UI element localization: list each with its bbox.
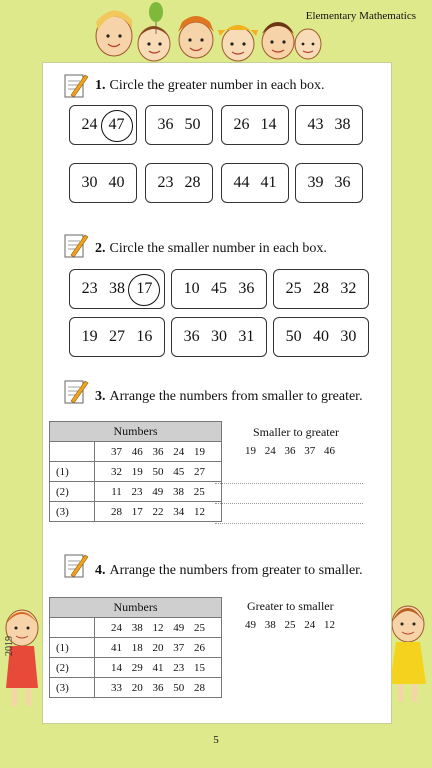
q1-number[interactable]: 38 — [334, 116, 351, 133]
q2-box — [171, 317, 267, 357]
row-values: 11 23 49 38 25 — [95, 482, 222, 502]
q2-number[interactable]: 36 — [183, 328, 200, 345]
q1-number[interactable]: 50 — [184, 116, 201, 133]
kids-illustration — [92, 0, 322, 66]
table-row — [50, 462, 222, 482]
table-row — [50, 618, 222, 638]
q1-number[interactable]: 36 — [334, 174, 351, 191]
row-values: 14 29 41 23 15 — [95, 658, 222, 678]
q1-number[interactable]: 26 — [233, 116, 250, 133]
q1-number[interactable]: 41 — [260, 174, 277, 191]
q1-box — [295, 105, 363, 145]
q1-number-circled[interactable]: 47 — [108, 116, 125, 133]
question-1-text: Circle the greater number in each box. — [109, 78, 325, 93]
question-3-text: Arrange the numbers from smaller to greater. — [109, 389, 363, 404]
row-values: 24 38 12 49 25 — [95, 618, 222, 638]
q2-number[interactable]: 19 — [81, 328, 98, 345]
answer-example: 49 38 25 24 12 — [245, 619, 335, 631]
q2-number[interactable]: 40 — [312, 328, 329, 345]
q2-box — [171, 269, 267, 309]
book-title: Elementary Mathematics — [305, 10, 416, 22]
table-header: Numbers — [50, 422, 222, 442]
answer-line[interactable] — [215, 523, 363, 524]
q2-number[interactable]: 28 — [312, 280, 329, 297]
q2-number[interactable]: 30 — [340, 328, 357, 345]
q1-number[interactable]: 40 — [108, 174, 125, 191]
row-label: (2) — [50, 658, 95, 678]
row-values: 28 17 22 34 12 — [95, 502, 222, 522]
row-label — [50, 618, 95, 638]
row-label — [50, 442, 95, 462]
table-row — [50, 482, 222, 502]
q2-number[interactable]: 38 — [108, 280, 125, 297]
answer-line[interactable] — [215, 503, 363, 504]
q2-number[interactable]: 32 — [340, 280, 357, 297]
q1-box — [69, 105, 137, 145]
row-values: 33 20 36 50 28 — [95, 678, 222, 698]
q2-box — [69, 317, 165, 357]
row-label: (2) — [50, 482, 95, 502]
row-label: (1) — [50, 638, 95, 658]
worksheet-page — [42, 62, 392, 724]
pencil-notepad-icon — [63, 377, 89, 405]
q1-number[interactable]: 23 — [157, 174, 174, 191]
q1-box — [145, 105, 213, 145]
question-2-title — [95, 241, 327, 257]
answer-example: 19 24 36 37 46 — [245, 445, 335, 457]
question-1-number: 1. — [95, 78, 106, 93]
table-row — [50, 658, 222, 678]
pencil-notepad-icon — [63, 71, 89, 99]
q1-box — [221, 163, 289, 203]
question-2-text: Circle the smaller number in each box. — [109, 241, 327, 256]
q1-number[interactable]: 43 — [307, 116, 324, 133]
table-row — [50, 442, 222, 462]
q1-box — [221, 105, 289, 145]
table-row — [50, 502, 222, 522]
question-1-title — [95, 78, 324, 94]
q2-number[interactable]: 16 — [136, 328, 153, 345]
q2-number[interactable]: 30 — [210, 328, 227, 345]
question-4-number: 4. — [95, 563, 106, 578]
q2-box — [69, 269, 165, 309]
q2-number[interactable]: 10 — [183, 280, 200, 297]
q1-box — [145, 163, 213, 203]
q3-table — [49, 421, 222, 522]
q1-number[interactable]: 44 — [233, 174, 250, 191]
answer-heading: Smaller to greater — [253, 425, 339, 439]
q2-number[interactable]: 27 — [108, 328, 125, 345]
row-values: 37 46 36 24 19 — [95, 442, 222, 462]
q2-number[interactable]: 50 — [285, 328, 302, 345]
q2-box — [273, 269, 369, 309]
q4-table — [49, 597, 222, 698]
pencil-notepad-icon — [63, 551, 89, 579]
q2-number-circled[interactable]: 17 — [136, 280, 153, 297]
pencil-notepad-icon — [63, 231, 89, 259]
answer-heading: Greater to smaller — [247, 599, 334, 613]
q1-box — [295, 163, 363, 203]
row-label: (3) — [50, 502, 95, 522]
q1-number[interactable]: 39 — [307, 174, 324, 191]
q2-number[interactable]: 23 — [81, 280, 98, 297]
table-row — [50, 638, 222, 658]
year-label: 2019 — [4, 636, 15, 656]
q1-number[interactable]: 28 — [184, 174, 201, 191]
row-values: 32 19 50 45 27 — [95, 462, 222, 482]
question-2-number: 2. — [95, 241, 106, 256]
q1-number[interactable]: 24 — [81, 116, 98, 133]
row-label: (3) — [50, 678, 95, 698]
q2-number[interactable]: 45 — [210, 280, 227, 297]
q2-number[interactable]: 36 — [238, 280, 255, 297]
q2-number[interactable]: 25 — [285, 280, 302, 297]
page-number: 5 — [213, 734, 219, 746]
answer-line[interactable] — [215, 483, 363, 484]
table-row — [50, 678, 222, 698]
q1-box — [69, 163, 137, 203]
q1-number[interactable]: 30 — [81, 174, 98, 191]
row-values: 41 18 20 37 26 — [95, 638, 222, 658]
q2-box — [273, 317, 369, 357]
question-4-text: Arrange the numbers from greater to smaller. — [109, 563, 363, 578]
q1-number[interactable]: 14 — [260, 116, 277, 133]
q2-number[interactable]: 31 — [238, 328, 255, 345]
question-4-title — [95, 563, 363, 579]
question-3-title — [95, 389, 363, 405]
row-label: (1) — [50, 462, 95, 482]
question-3-number: 3. — [95, 389, 106, 404]
q1-number[interactable]: 36 — [157, 116, 174, 133]
table-header: Numbers — [50, 598, 222, 618]
